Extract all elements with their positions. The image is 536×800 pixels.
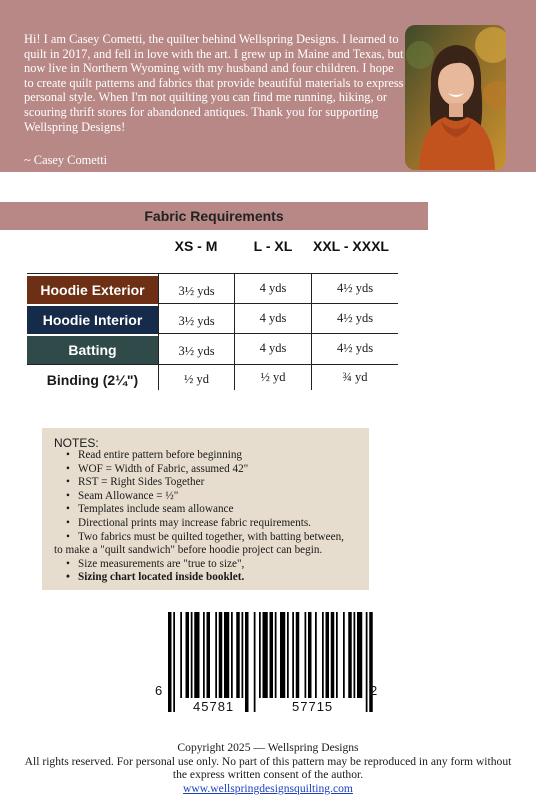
- list-item: • Size measurements are "true to size",: [66, 557, 245, 570]
- barcode-trail-digit: 2: [370, 683, 378, 698]
- bullet-icon: •: [66, 449, 70, 461]
- barcode-bar: [348, 612, 352, 698]
- footer: [0, 741, 536, 795]
- bullet-icon: •: [66, 516, 70, 529]
- table-cell: 4½ yds: [336, 281, 374, 295]
- barcode-bar: [168, 612, 172, 712]
- size-header-l-xl: L - XL: [253, 238, 293, 254]
- barcode-left-digits: 45781: [193, 699, 235, 714]
- requirements-title: Fabric Requirements: [144, 208, 284, 224]
- table-cell: ½ yd: [184, 372, 209, 386]
- row-label-binding: Binding (2¼"): [46, 372, 139, 388]
- author-portrait-image: [405, 25, 506, 170]
- barcode-bar: [357, 612, 362, 698]
- bullet-icon: •: [66, 476, 70, 489]
- row-label-batting: Batting: [27, 336, 158, 364]
- barcode-lead-digit: 6: [155, 683, 163, 698]
- list-item: • Two fabrics must be quilted together, with batting between, to make a "quilt sandwich" before hoodie project can begin.: [78, 531, 378, 558]
- list-item: • Sizing chart located inside booklet.: [66, 571, 245, 584]
- table-cell: 3½ yds: [178, 314, 215, 328]
- list-item: • Templates include seam allowance: [66, 503, 234, 516]
- list-item: • Directional prints may increase fabric requirements.: [66, 516, 311, 529]
- table-cell: 4 yds: [259, 341, 287, 355]
- bio-signature: ~ Casey Cometti: [24, 153, 108, 167]
- barcode-bar: [231, 612, 233, 698]
- size-header-xs-m: XS - M: [174, 238, 218, 254]
- row-label-hoodie-interior: Hoodie Interior: [27, 306, 158, 334]
- bullet-icon: •: [66, 557, 70, 570]
- table-cell: 4 yds: [259, 311, 287, 325]
- barcode-bar: [331, 612, 335, 698]
- barcode-bar: [275, 612, 277, 698]
- website-link[interactable]: www.wellspringdesignsquilting.com: [183, 781, 353, 795]
- barcode-bar: [263, 612, 268, 698]
- row-label-hoodie-exterior: Hoodie Exterior: [27, 276, 158, 304]
- bio-banner: [0, 0, 536, 172]
- list-item: • WOF = Width of Fabric, assumed 42": [66, 462, 249, 475]
- list-item: • RST = Right Sides Together: [66, 476, 205, 489]
- barcode-bar: [245, 612, 249, 712]
- barcode-bar: [194, 612, 199, 698]
- author-photo: [405, 25, 506, 170]
- barcode-bar: [308, 612, 312, 698]
- list-item: • Read entire pattern before beginning: [66, 449, 243, 461]
- table-cell: 3½ yds: [178, 284, 215, 298]
- barcode-bar: [354, 612, 356, 698]
- barcode-bar: [292, 612, 294, 698]
- barcode-bar: [326, 612, 330, 698]
- barcode-bar: [287, 612, 289, 698]
- bullet-icon: •: [66, 503, 70, 516]
- barcode-bar: [280, 612, 285, 698]
- copyright-text: Copyright 2025 — Wellspring Designs: [177, 741, 359, 754]
- bullet-icon: •: [66, 530, 70, 543]
- barcode-right-digits: 57715: [292, 699, 334, 714]
- size-header-xxl-xxxl: XXL - XXXL: [313, 238, 389, 254]
- notes-list: [54, 449, 378, 585]
- barcode-image: [150, 612, 390, 717]
- barcode-bar: [254, 612, 256, 712]
- rights-text: All rights reserved. For personal use only. No part of this pattern may be reproduced in any form without the express written consent of the author.: [24, 754, 512, 782]
- barcode-bar: [322, 612, 324, 698]
- bullet-icon: •: [66, 571, 70, 584]
- barcode-bar: [242, 612, 244, 698]
- barcode-bar: [270, 612, 274, 698]
- barcode-bar: [180, 612, 182, 698]
- barcode-bar: [236, 612, 240, 698]
- barcode-bar: [203, 612, 205, 698]
- barcode-bar: [366, 612, 368, 712]
- barcode-bar: [336, 612, 338, 698]
- barcode-bar: [215, 612, 217, 698]
- table-cell: 4 yds: [259, 281, 287, 295]
- bullet-icon: •: [66, 489, 70, 502]
- barcode-bar: [259, 612, 261, 698]
- list-item: • Seam Allowance = ½": [66, 489, 179, 502]
- table-cell: ¾ yd: [342, 370, 368, 384]
- table-cell: 4½ yds: [336, 341, 374, 355]
- barcode-bar: [224, 612, 229, 698]
- barcode-bar: [343, 612, 345, 698]
- barcode-bar: [186, 612, 190, 698]
- barcode-bar: [305, 612, 307, 698]
- notes-title: NOTES:: [54, 436, 99, 450]
- barcode-bar: [296, 612, 300, 698]
- barcode-bar: [173, 612, 175, 712]
- note-continuation: to make a "quilt sandwich" before hoodie project can begin.: [54, 544, 323, 557]
- table-cell: ½ yd: [260, 370, 286, 384]
- barcode-bar: [207, 612, 211, 698]
- table-cell: 4½ yds: [336, 311, 374, 325]
- barcode-bar: [191, 612, 193, 698]
- bullet-icon: •: [66, 462, 70, 475]
- notes-box: [42, 428, 369, 590]
- barcode-bar: [219, 612, 223, 698]
- bio-text: Hi! I am Casey Cometti, the quilter behind Wellspring Designs. I learned to quilt in 2017, and fell in love with the art. I grew up in Maine and Texas, but now live in Northern Wyoming with my husband and four children. I hope to create quilt patterns and fabrics that provide beautiful materials to express personal style. When I'm not quilting you can find me running, hiking, or scouring thrift stores for abandoned antiques. Thank you for supporting Wellspring Designs!: [24, 32, 404, 134]
- barcode-bar: [315, 612, 317, 698]
- table-cell: 3½ yds: [178, 344, 215, 358]
- requirements-title-bar: [0, 202, 428, 230]
